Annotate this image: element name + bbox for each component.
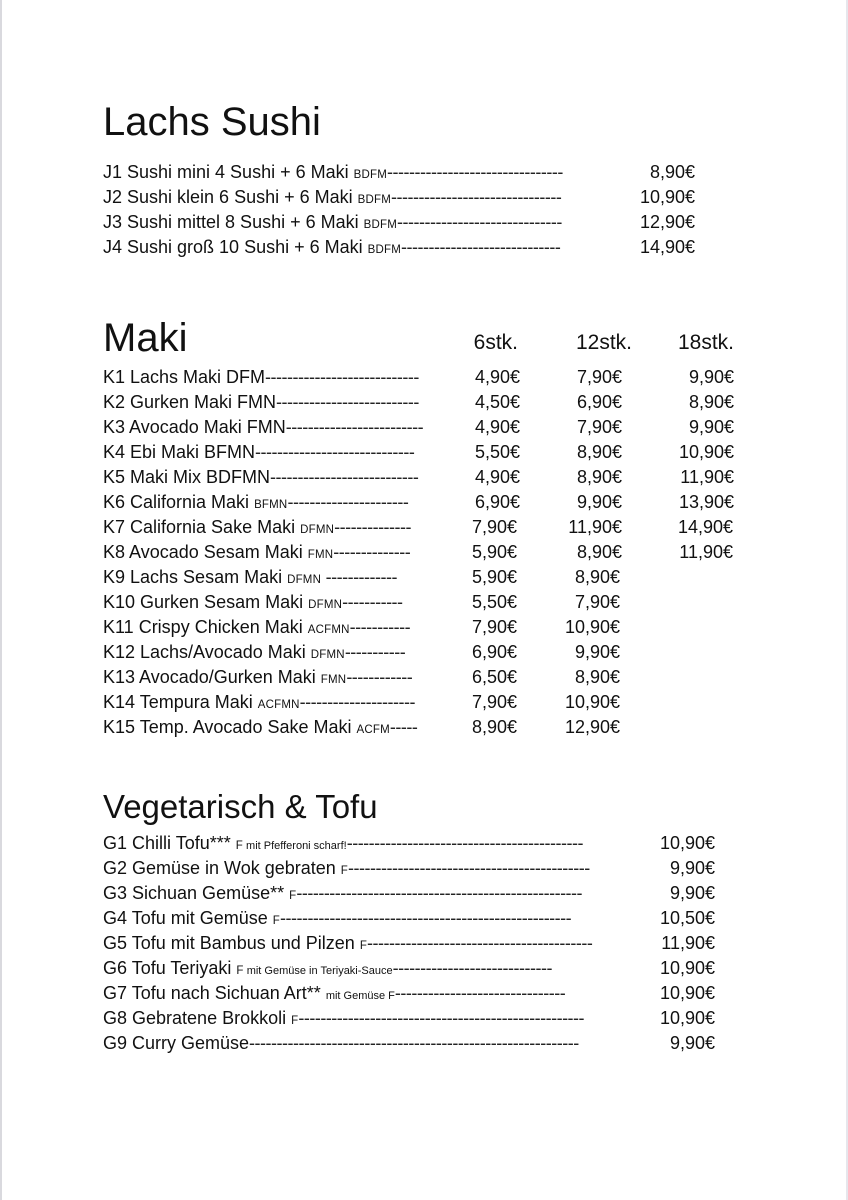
allergen-codes: F xyxy=(289,890,297,902)
item-price: 14,90€ xyxy=(639,237,695,257)
item-price: 10,50€ xyxy=(659,908,715,928)
allergen-codes: F xyxy=(291,1015,299,1027)
menu-item xyxy=(103,1032,715,1054)
allergen-codes: ACFM xyxy=(356,724,390,736)
menu-item xyxy=(103,491,735,513)
menu-item-text xyxy=(103,567,397,587)
item-name: K3 Avocado Maki FMN xyxy=(103,417,286,437)
menu-item-text xyxy=(103,442,414,462)
price-6stk: 8,90€ xyxy=(471,717,517,737)
dotted-leader: ------------------------------ xyxy=(397,212,562,232)
dotted-leader: ----------- xyxy=(349,617,411,637)
allergen-codes: BFMN xyxy=(254,499,288,511)
price-12stk: 8,90€ xyxy=(574,667,620,687)
item-name: G5 Tofu mit Bambus und Pilzen xyxy=(103,933,360,953)
menu-item-text xyxy=(103,187,561,207)
menu-item xyxy=(103,441,735,463)
price-6stk: 5,50€ xyxy=(474,442,520,462)
item-name: K11 Crispy Chicken Maki xyxy=(103,617,308,637)
price-6stk: 6,50€ xyxy=(471,667,517,687)
allergen-codes: BDFM xyxy=(353,169,388,181)
dotted-leader: -------------- xyxy=(334,517,412,537)
dotted-leader: ---------------------- xyxy=(287,492,409,512)
allergen-codes: F xyxy=(272,915,280,927)
item-name: K9 Lachs Sesam Maki xyxy=(103,567,288,587)
dotted-leader: ------------------------- xyxy=(285,417,424,437)
dotted-leader: -------------- xyxy=(333,542,411,562)
menu-item-text xyxy=(103,492,408,512)
menu-item-text xyxy=(103,717,417,737)
price-12stk: 10,90€ xyxy=(564,692,620,712)
price-12stk: 8,90€ xyxy=(576,467,622,487)
price-12stk: 12,90€ xyxy=(564,717,620,737)
menu-item-text xyxy=(103,883,582,903)
allergen-codes: DFMN xyxy=(310,649,345,661)
menu-item xyxy=(103,932,715,954)
menu-item-text xyxy=(103,858,590,878)
price-6stk: 4,50€ xyxy=(474,392,520,412)
item-name: G6 Tofu Teriyaki xyxy=(103,958,237,978)
item-price: 10,90€ xyxy=(659,833,715,853)
menu-item xyxy=(103,982,715,1004)
item-name: K12 Lachs/Avocado Maki xyxy=(103,642,311,662)
item-name: G4 Tofu mit Gemüse xyxy=(103,908,273,928)
dotted-leader: --------------------- xyxy=(299,692,416,712)
price-12stk: 8,90€ xyxy=(576,542,622,562)
item-note: mit Gemüse F xyxy=(325,990,395,1002)
price-12stk: 9,90€ xyxy=(574,642,620,662)
item-name: G7 Tofu nach Sichuan Art** xyxy=(103,983,326,1003)
item-price: 9,90€ xyxy=(669,1033,715,1053)
menu-item xyxy=(103,882,715,904)
allergen-codes: FMN xyxy=(320,674,347,686)
dotted-leader: ----------------------------- xyxy=(255,442,415,462)
price-6stk: 4,90€ xyxy=(474,417,520,437)
menu-item-text xyxy=(103,417,423,437)
menu-item-text xyxy=(103,467,418,487)
dotted-leader: ------------ xyxy=(346,667,413,687)
menu-item-text xyxy=(103,517,411,537)
menu-item xyxy=(103,466,735,488)
section-title-vegetarisch-tofu: Vegetarisch & Tofu xyxy=(103,788,378,825)
menu-item xyxy=(103,666,735,688)
dotted-leader: ------------------------------------------------------------ xyxy=(249,1033,579,1053)
price-6stk: 5,90€ xyxy=(471,567,517,587)
price-12stk: 8,90€ xyxy=(574,567,620,587)
dotted-leader: --------------------------- xyxy=(270,467,419,487)
menu-item xyxy=(103,716,735,738)
price-18stk: 14,90€ xyxy=(677,517,733,537)
item-name: K7 California Sake Maki xyxy=(103,517,301,537)
item-price: 12,90€ xyxy=(639,212,695,232)
price-18stk: 10,90€ xyxy=(678,442,734,462)
price-18stk: 9,90€ xyxy=(688,417,734,437)
section-title-maki: Maki xyxy=(103,316,188,360)
item-name: J4 Sushi groß 10 Sushi + 6 Maki xyxy=(103,237,368,257)
item-price: 9,90€ xyxy=(669,858,715,878)
menu-item xyxy=(103,957,715,979)
allergen-codes: BDFM xyxy=(367,244,402,256)
menu-item-text xyxy=(103,1008,584,1028)
allergen-codes: DFMN xyxy=(308,599,343,611)
price-18stk: 11,90€ xyxy=(679,542,733,562)
menu-item-text xyxy=(103,1033,579,1053)
menu-item xyxy=(103,832,715,854)
dotted-leader: -------------------------------------------- xyxy=(348,858,590,878)
price-6stk: 4,90€ xyxy=(474,467,520,487)
item-name: J2 Sushi klein 6 Sushi + 6 Maki xyxy=(103,187,358,207)
menu-item-text xyxy=(103,162,563,182)
allergen-codes: ACFMN xyxy=(307,624,350,636)
menu-item-text xyxy=(103,692,415,712)
item-name: K10 Gurken Sesam Maki xyxy=(103,592,309,612)
menu-item-text xyxy=(103,542,410,562)
column-header-12stk: 12stk. xyxy=(575,331,632,354)
menu-item xyxy=(103,907,715,929)
section-title-lachs-sushi: Lachs Sushi xyxy=(103,100,321,144)
allergen-codes: F xyxy=(235,840,243,852)
dotted-leader: ----------- xyxy=(344,642,406,662)
menu-item-text xyxy=(103,933,592,953)
menu-item xyxy=(103,186,695,208)
allergen-codes: FMN xyxy=(307,549,334,561)
dotted-leader: ----- xyxy=(389,717,418,737)
dotted-leader: ----------------------------------------- xyxy=(367,933,593,953)
menu-item xyxy=(103,211,695,233)
dotted-leader: -------------------------- xyxy=(276,392,419,412)
menu-item-text xyxy=(103,833,583,853)
menu-item-text xyxy=(103,392,419,412)
item-price: 9,90€ xyxy=(669,883,715,903)
dotted-leader: ---------------------------------------------------- xyxy=(298,1008,585,1028)
allergen-codes: DFMN xyxy=(287,574,322,586)
price-6stk: 7,90€ xyxy=(471,617,517,637)
price-12stk: 7,90€ xyxy=(576,417,622,437)
allergen-codes: ACFMN xyxy=(257,699,300,711)
dotted-leader: ---------------------------- xyxy=(265,367,419,387)
menu-item xyxy=(103,591,735,613)
price-12stk: 10,90€ xyxy=(564,617,620,637)
price-12stk: 9,90€ xyxy=(576,492,622,512)
price-6stk: 4,90€ xyxy=(474,367,520,387)
price-18stk: 9,90€ xyxy=(688,367,734,387)
price-6stk: 7,90€ xyxy=(471,692,517,712)
item-name: G9 Curry Gemüse xyxy=(103,1033,250,1053)
item-name: G1 Chilli Tofu*** xyxy=(103,833,236,853)
menu-item-text xyxy=(103,617,410,637)
item-name: K4 Ebi Maki BFMN xyxy=(103,442,256,462)
menu-item xyxy=(103,691,735,713)
price-6stk: 6,90€ xyxy=(474,492,520,512)
price-12stk: 7,90€ xyxy=(574,592,620,612)
menu-item xyxy=(103,236,695,258)
item-name: G8 Gebratene Brokkoli xyxy=(103,1008,292,1028)
allergen-codes: BDFM xyxy=(363,219,398,231)
menu-item-text xyxy=(103,212,562,232)
item-name: G3 Sichuan Gemüse** xyxy=(103,883,290,903)
menu-item xyxy=(103,541,735,563)
item-name: K5 Maki Mix BDFMN xyxy=(103,467,271,487)
item-note: mit Pfefferoni scharf! xyxy=(242,840,347,852)
price-18stk: 11,90€ xyxy=(680,467,734,487)
menu-item-text xyxy=(103,908,571,928)
page-edge xyxy=(0,0,2,1200)
price-18stk: 8,90€ xyxy=(688,392,734,412)
price-6stk: 5,50€ xyxy=(471,592,517,612)
menu-item-text xyxy=(103,237,560,257)
menu-item-text xyxy=(103,958,552,978)
item-note: mit Gemüse in Teriyaki-Sauce xyxy=(243,965,393,977)
menu-item-text xyxy=(103,367,419,387)
price-6stk: 6,90€ xyxy=(471,642,517,662)
menu-item xyxy=(103,366,735,388)
menu-item xyxy=(103,1007,715,1029)
menu-item xyxy=(103,161,695,183)
menu-item xyxy=(103,566,735,588)
menu-item-text xyxy=(103,592,403,612)
menu-item xyxy=(103,616,735,638)
item-price: 10,90€ xyxy=(659,983,715,1003)
price-12stk: 7,90€ xyxy=(576,367,622,387)
dotted-leader: ----------- xyxy=(342,592,403,612)
allergen-codes: BDFM xyxy=(357,194,392,206)
menu-item-text xyxy=(103,667,412,687)
menu-item xyxy=(103,516,735,538)
price-12stk: 6,90€ xyxy=(576,392,622,412)
item-name: J3 Sushi mittel 8 Sushi + 6 Maki xyxy=(103,212,364,232)
dotted-leader: ------------------------------- xyxy=(394,983,566,1003)
price-18stk: 13,90€ xyxy=(678,492,734,512)
item-name: J1 Sushi mini 4 Sushi + 6 Maki xyxy=(103,162,354,182)
column-header-6stk: 6stk. xyxy=(473,331,518,354)
allergen-codes: F xyxy=(340,865,349,877)
price-6stk: 5,90€ xyxy=(471,542,517,562)
allergen-codes: F xyxy=(359,940,368,952)
item-name: K14 Tempura Maki xyxy=(103,692,258,712)
dotted-leader: -------------------------------- xyxy=(387,162,563,182)
menu-item xyxy=(103,416,735,438)
price-12stk: 8,90€ xyxy=(576,442,622,462)
menu-item xyxy=(103,391,735,413)
menu-item-text xyxy=(103,983,565,1003)
price-6stk: 7,90€ xyxy=(471,517,517,537)
dotted-leader: ------------------------------------------- xyxy=(346,833,583,853)
column-header-18stk: 18stk. xyxy=(677,331,734,354)
dotted-leader: ------------- xyxy=(321,567,398,587)
item-price: 10,90€ xyxy=(659,1008,715,1028)
item-name: K8 Avocado Sesam Maki xyxy=(103,542,308,562)
dotted-leader: ---------------------------------------------------- xyxy=(296,883,583,903)
price-12stk: 11,90€ xyxy=(568,517,622,537)
item-name: G2 Gemüse in Wok gebraten xyxy=(103,858,341,878)
allergen-codes: DFMN xyxy=(300,524,335,536)
item-price: 11,90€ xyxy=(661,933,715,953)
dotted-leader: ------------------------------- xyxy=(391,187,562,207)
menu-item-text xyxy=(103,642,405,662)
item-price: 8,90€ xyxy=(649,162,695,182)
dotted-leader: ----------------------------- xyxy=(392,958,552,978)
allergen-codes: F xyxy=(236,965,244,977)
item-price: 10,90€ xyxy=(639,187,695,207)
item-price: 10,90€ xyxy=(659,958,715,978)
menu-item xyxy=(103,641,735,663)
item-name: K1 Lachs Maki DFM xyxy=(103,367,266,387)
menu-item xyxy=(103,857,715,879)
item-name: K15 Temp. Avocado Sake Maki xyxy=(103,717,357,737)
item-name: K13 Avocado/Gurken Maki xyxy=(103,667,321,687)
item-name: K2 Gurken Maki FMN xyxy=(103,392,277,412)
dotted-leader: ----------------------------------------------------- xyxy=(279,908,572,928)
item-name: K6 California Maki xyxy=(103,492,255,512)
dotted-leader: ----------------------------- xyxy=(401,237,561,257)
